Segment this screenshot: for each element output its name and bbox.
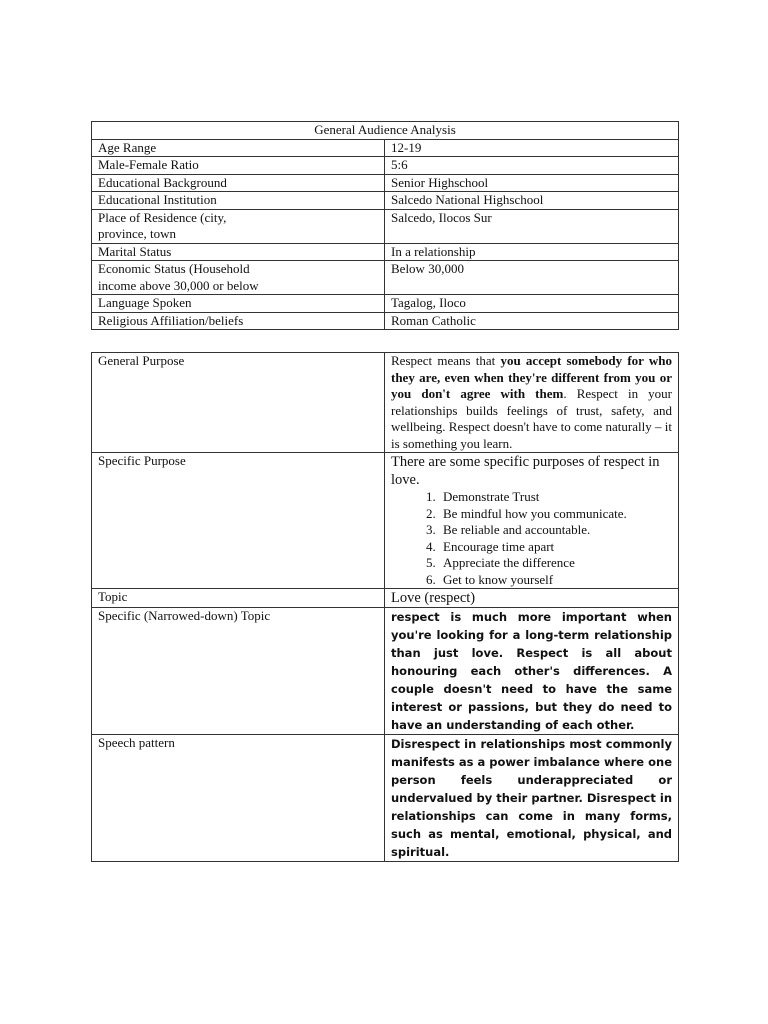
- row-value-language: Tagalog, Iloco: [385, 295, 679, 313]
- table-row: [92, 589, 679, 608]
- row-value-marital: In a relationship: [385, 243, 679, 261]
- audience-analysis-table: [91, 121, 679, 330]
- table-row: [92, 174, 679, 192]
- specific-purpose-cell: [385, 453, 679, 589]
- list-item: 1. Demonstrate Trust: [439, 489, 672, 506]
- general-purpose-text: [385, 353, 679, 453]
- specific-purpose-intro: There are some specific purposes of respect in love.: [391, 454, 660, 488]
- general-purpose-label: General Purpose: [92, 353, 385, 453]
- list-item: 6. Get to know yourself: [439, 572, 672, 589]
- topic-label: Topic: [92, 589, 385, 608]
- table-row: [92, 608, 679, 735]
- row-label-marital: Marital Status: [92, 243, 385, 261]
- row-value-education: Senior Highschool: [385, 174, 679, 192]
- row-value-economic: Below 30,000: [385, 261, 679, 295]
- table-row: [92, 243, 679, 261]
- table-row: [92, 157, 679, 175]
- list-item: 5. Appreciate the difference: [439, 555, 672, 572]
- table-row: [92, 139, 679, 157]
- narrowed-topic-label: Specific (Narrowed-down) Topic: [92, 608, 385, 735]
- row-label-institution: Educational Institution: [92, 192, 385, 210]
- list-item: 4. Encourage time apart: [439, 539, 672, 556]
- row-value-ratio: 5:6: [385, 157, 679, 175]
- row-value-religion: Roman Catholic: [385, 312, 679, 330]
- row-value-institution: Salcedo National Highschool: [385, 192, 679, 210]
- list-item: 3. Be reliable and accountable.: [439, 522, 672, 539]
- row-label-residence: Place of Residence (city, province, town: [92, 209, 385, 243]
- general-purpose-text-bold: you accept somebody for who they are, even when they're different from you or you don't agree with them: [391, 353, 673, 401]
- row-label-religion: Religious Affiliation/beliefs: [92, 312, 385, 330]
- row-label-ratio: Male-Female Ratio: [92, 157, 385, 175]
- table-row: [92, 209, 679, 243]
- row-value-residence: Salcedo, Ilocos Sur: [385, 209, 679, 243]
- general-purpose-text-end: . Respect in your relationships builds feelings of trust, safety, and wellbeing. Respect doesn't have to come naturally – it is something you learn.: [391, 386, 672, 451]
- row-value-age-range: 12-19: [385, 139, 679, 157]
- list-item: 2. Be mindful how you communicate.: [439, 506, 672, 523]
- table-row: [92, 261, 679, 295]
- specific-purpose-list: [391, 489, 672, 588]
- table-row: [92, 353, 679, 453]
- speech-purpose-table: [91, 352, 679, 862]
- speech-pattern-value: Disrespect in relationships most commonly manifests as a power imbalance where one person feels underappreciated or undervalued by their partner. Disrespect in relationships can come in many forms, such as mental, emotional, physical, and spiritual.: [385, 735, 679, 862]
- audience-table-title: General Audience Analysis: [92, 122, 679, 140]
- row-label-economic: Economic Status (Household income above 30,000 or below: [92, 261, 385, 295]
- row-label-education: Educational Background: [92, 174, 385, 192]
- general-purpose-text-start: Respect means that: [391, 353, 501, 368]
- narrowed-topic-value: respect is much more important when you're looking for a long-term relationship than just love. Respect is all about honouring each other's differences. A couple doesn't need to have the same interest or passions, but they do need to have an understanding of each other.: [385, 608, 679, 735]
- row-label-age-range: Age Range: [92, 139, 385, 157]
- specific-purpose-label: Specific Purpose: [92, 453, 385, 589]
- table-row: [92, 453, 679, 589]
- table-row: [92, 295, 679, 313]
- row-label-language: Language Spoken: [92, 295, 385, 313]
- table-row: [92, 312, 679, 330]
- topic-value: Love (respect): [385, 589, 679, 608]
- table-header-row: [92, 122, 679, 140]
- speech-pattern-label: Speech pattern: [92, 735, 385, 862]
- table-row: [92, 192, 679, 210]
- table-row: [92, 735, 679, 862]
